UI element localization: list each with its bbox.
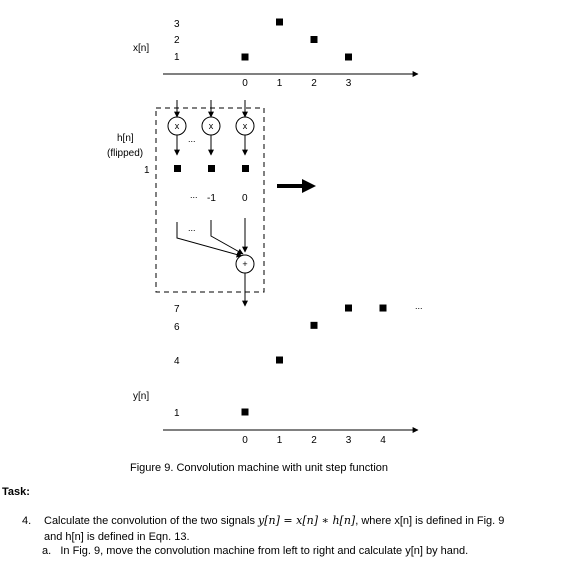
x-x-tick: 1	[276, 78, 283, 89]
y-y-tick: 4	[174, 356, 180, 367]
x-y-tick: 2	[174, 35, 180, 46]
task-subitem	[42, 545, 468, 557]
y-sample	[276, 357, 283, 364]
y-trailing-ellipsis: ...	[415, 301, 423, 311]
y-y-ticks	[174, 304, 180, 419]
y-x-tick: 4	[380, 435, 386, 446]
x-x-ticks	[242, 78, 352, 89]
machine-ellipsis: ...	[188, 134, 196, 144]
y-y-tick: 7	[174, 304, 180, 315]
multiply-symbol: x	[208, 121, 214, 131]
y-x-tick: 1	[276, 435, 283, 446]
right-arrow-icon	[277, 179, 316, 193]
y-samples	[242, 305, 387, 416]
y-x-tick: 0	[242, 435, 248, 446]
machine-x-tick: ...	[190, 190, 198, 200]
task-text-before: Calculate the convolution of the two signals	[44, 515, 259, 527]
h-sample	[208, 165, 215, 172]
y-x-tick: 3	[345, 435, 352, 446]
x-y-tick: 1	[174, 52, 180, 63]
x-y-ticks	[174, 19, 180, 63]
h-sample	[174, 165, 181, 172]
x-sample	[311, 36, 318, 43]
multiplier-column	[168, 100, 186, 172]
x-sample	[345, 54, 352, 61]
x-sample	[242, 54, 249, 61]
task-heading: Task:	[2, 486, 30, 498]
x-signal-label: x[n]	[133, 43, 150, 54]
task-line2: and h[n] is defined in Eqn. 13.	[44, 531, 190, 543]
machine-x-tick: 0	[242, 193, 248, 204]
multiplier-column	[202, 100, 220, 172]
machine-x-tick: -1	[207, 193, 216, 204]
x-samples	[242, 19, 353, 61]
h-sample	[242, 165, 249, 172]
x-y-tick: 3	[174, 19, 180, 30]
h-signal-label: h[n]	[117, 133, 134, 144]
h-signal-sublabel: (flipped)	[107, 148, 144, 159]
figure-caption: Figure 9. Convolution machine with unit step function	[130, 462, 389, 474]
y-x-tick: 2	[311, 435, 317, 446]
task-number: 4.	[22, 515, 32, 527]
y-sample	[311, 322, 318, 329]
y-sample	[242, 409, 249, 416]
multiplier-column	[236, 100, 254, 172]
h-value-tick: 1	[144, 165, 150, 176]
task-sub-letter: a.	[42, 545, 52, 557]
x-x-tick: 3	[345, 78, 352, 89]
y-y-tick: 6	[174, 322, 180, 333]
x-x-tick: 2	[311, 78, 317, 89]
y-sample	[345, 305, 352, 312]
y-signal-label: y[n]	[133, 391, 150, 402]
y-x-ticks	[242, 435, 386, 446]
multiply-symbol: x	[242, 121, 248, 131]
multiply-symbol: x	[174, 121, 180, 131]
y-sample	[380, 305, 387, 312]
task-sub-text: In Fig. 9, move the convolution machine from left to right and calculate y[n] by hand.	[60, 545, 469, 557]
task-body	[44, 513, 556, 545]
x-sample	[276, 19, 283, 26]
y-y-tick: 1	[174, 408, 180, 419]
sum-ellipsis: ...	[188, 223, 196, 233]
task-text-after: , where x[n] is defined in Fig. 9	[355, 515, 505, 527]
task-equation: y[n] = x[n] ∗ h[n]	[258, 514, 356, 527]
add-symbol: +	[242, 259, 248, 269]
x-x-tick: 0	[242, 78, 248, 89]
sum-wire	[177, 222, 242, 256]
